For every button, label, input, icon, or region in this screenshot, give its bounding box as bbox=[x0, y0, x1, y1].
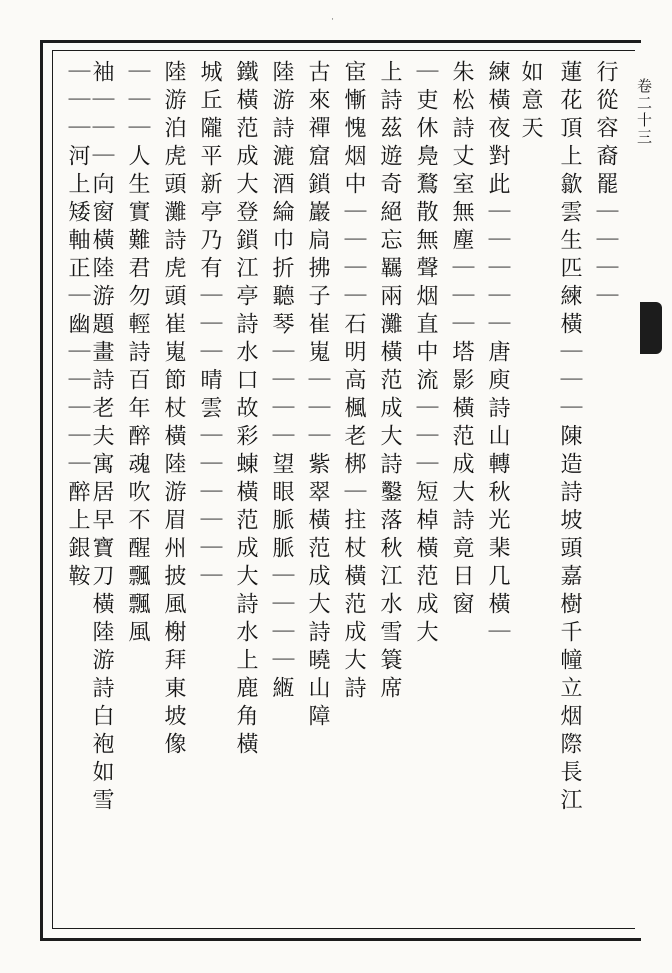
column-text: 城丘隴平新亭乃有｜｜｜晴雲｜｜｜｜｜｜ bbox=[197, 60, 222, 592]
fold-margin-label: 卷二十三 bbox=[635, 78, 653, 146]
column-text: 陸游詩漉酒綸巾折聽琴｜｜｜｜望眼脈脈｜｜｜｜緪 bbox=[269, 60, 294, 704]
column-text: 行從容裔罷｜｜｜｜ bbox=[593, 60, 618, 312]
column-text: 上詩茲遊奇絕忘羈兩灘橫范成大詩鑿落秋江水雪簑席 bbox=[377, 60, 402, 704]
column-text: 宦慚愧烟中｜｜｜｜石明高楓老梆｜拄杖橫范成大詩 bbox=[341, 60, 366, 704]
column-text: 袖｜｜｜向窗橫陸游題畫詩老夫寓居早寶刀橫陸游詩白袍如雪 bbox=[89, 60, 114, 816]
column-text: ｜｜｜河上矮軸正｜幽｜｜｜｜｜醉上銀鞍 bbox=[65, 60, 90, 592]
column-text: 蓮花頂上歙雲生匹練橫｜｜｜陳造詩坡頭嘉樹千幢立烟際長江 bbox=[557, 60, 582, 816]
column-text: 鐵橫范成大登鎖江亭詩水口故彩蝀橫范成大詩水上鹿角橫 bbox=[233, 60, 258, 760]
column-text: 陸游泊虎頭灘詩虎頭崔嵬節杖橫陸游眉州披風榭拜東坡像 bbox=[161, 60, 186, 760]
column-text: ｜｜｜人生實難君勿輕詩百年醉魂吹不醒飄飄風 bbox=[125, 60, 150, 648]
column-text: 練橫夜對此｜｜｜｜｜唐庾詩山轉秋光棐几橫｜ bbox=[485, 60, 510, 648]
text-column-16 bbox=[54, 60, 100, 920]
column-text: 如意天 bbox=[518, 60, 543, 144]
column-text: 古來禪窟鎖巖扃拂子崔嵬｜｜｜紫翠橫范成大詩曉山障 bbox=[305, 60, 330, 732]
column-text: 朱松詩丈室無塵｜｜｜塔影橫范成大詩竟日窗 bbox=[449, 60, 474, 620]
ink-fleck: ˙ bbox=[330, 18, 335, 29]
column-text: ｜吏休鳧鶩散無聲烟直中流｜｜｜短棹橫范成大 bbox=[413, 60, 438, 648]
fish-tail-mark bbox=[640, 302, 662, 354]
